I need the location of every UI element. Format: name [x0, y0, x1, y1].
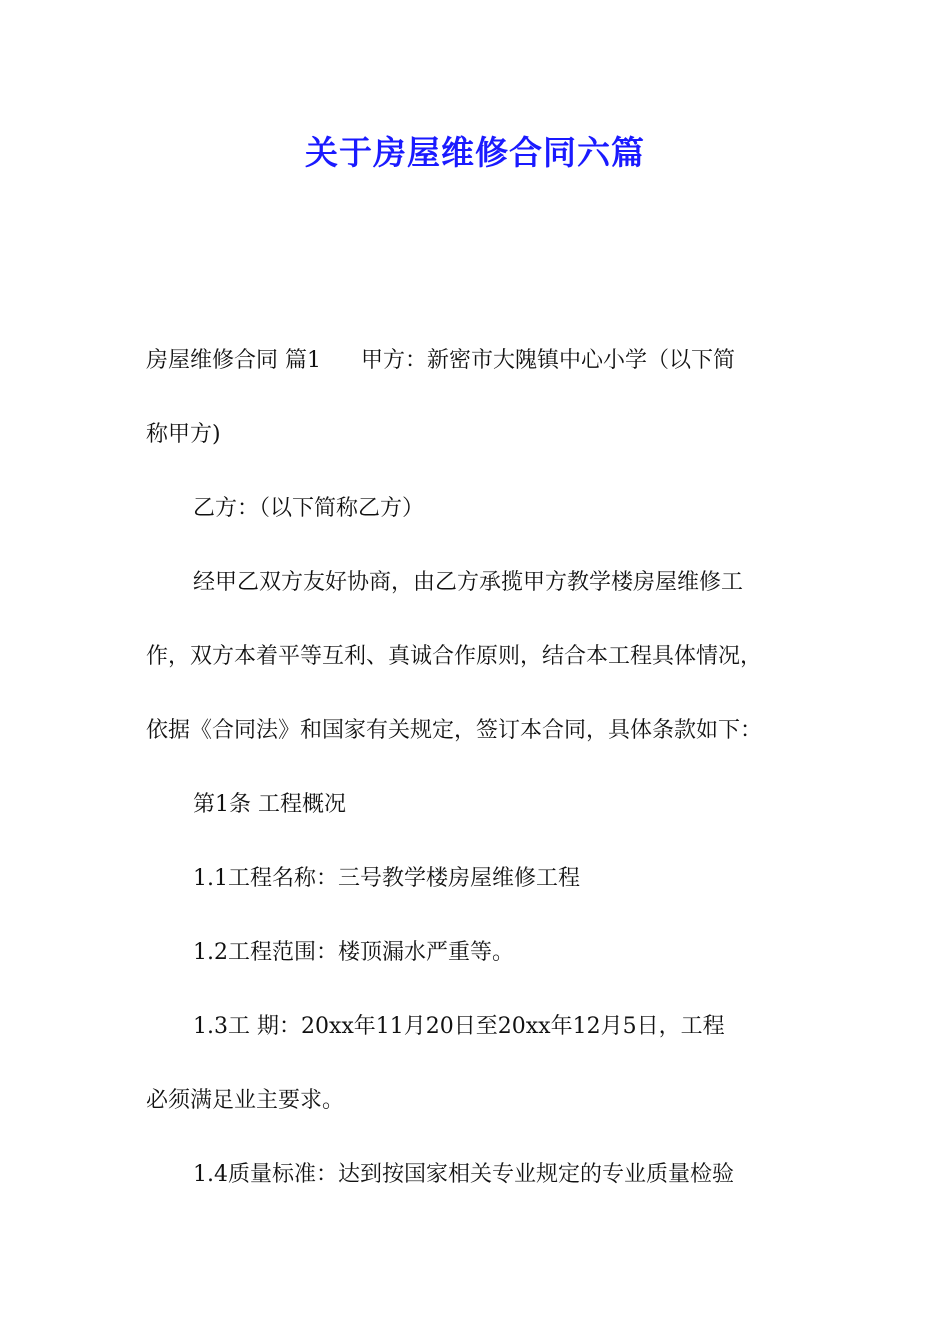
paragraph-line: 经甲乙双方友好协商，由乙方承揽甲方教学楼房屋维修工: [193, 570, 744, 595]
document-title: 关于房屋维修合同六篇: [305, 133, 645, 172]
paragraph-line: 乙方：（以下简称乙方）: [193, 496, 425, 521]
paragraph-line: 称甲方): [146, 422, 221, 447]
paragraph-line: 1.3工 期：20xx年11月20日至20xx年12月5日，工程: [193, 1014, 725, 1039]
paragraph-line: 作，双方本着平等互利、真诚合作原则，结合本工程具体情况，: [146, 644, 763, 669]
clause-heading: 第1条 工程概况: [193, 792, 346, 817]
paragraph-line: 1.2工程范围：楼顶漏水严重等。: [193, 940, 514, 965]
section-heading: 房屋维修合同 篇1: [146, 348, 321, 373]
paragraph-line: 1.1工程名称：三号教学楼房屋维修工程: [193, 866, 580, 891]
paragraph-line-heading: [146, 338, 810, 412]
party-a-text: 甲方：新密市大隗镇中心小学（以下简: [361, 348, 736, 373]
paragraph-line: 必须满足业主要求。: [146, 1088, 345, 1113]
document-body: [146, 338, 810, 1226]
paragraph-line: 1.4质量标准：达到按国家相关专业规定的专业质量检验: [193, 1162, 734, 1187]
paragraph-line: 依据《合同法》和国家有关规定，签订本合同，具体条款如下：: [146, 718, 763, 743]
